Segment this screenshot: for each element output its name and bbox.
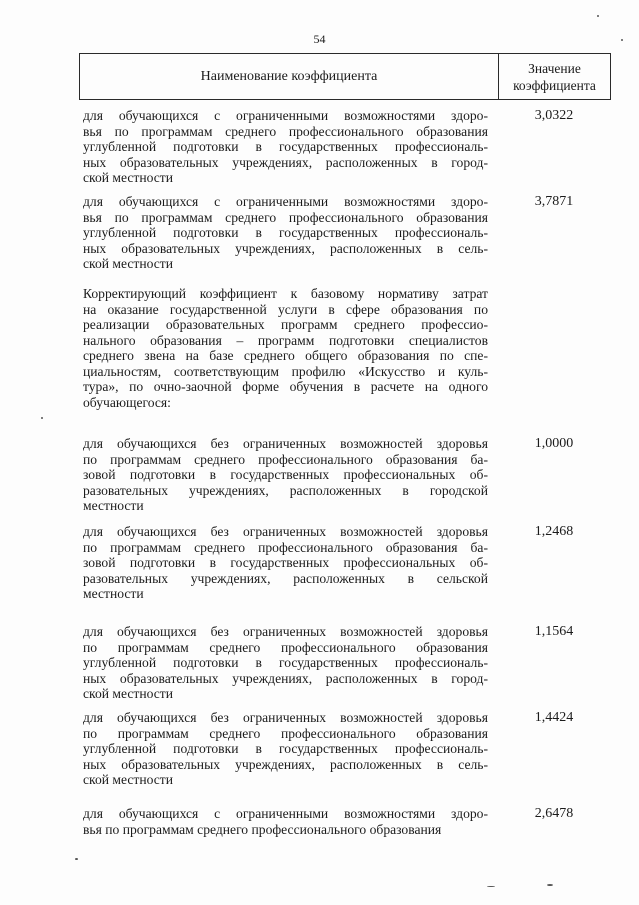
coefficient-value: 2,6478 <box>534 806 574 821</box>
coefficient-description <box>83 286 488 410</box>
coefficient-value: 3,0322 <box>534 108 574 123</box>
description-line: местности <box>83 498 144 513</box>
description-line: разовательных учреждениях, расположенных в городской <box>83 482 488 498</box>
header-name-column: Наименование коэффициента <box>80 54 499 99</box>
coefficient-value: 1,1564 <box>534 624 574 639</box>
description-line: вья по программам среднего профессионального образования <box>83 209 488 225</box>
scan-speck <box>75 858 78 860</box>
scan-speck <box>621 39 623 41</box>
description-line: для обучающихся без ограниченных возможностей здоровья <box>83 710 488 725</box>
description-line: для обучающихся с ограниченными возможностями здоро- <box>83 806 488 821</box>
scan-speck <box>547 884 553 886</box>
coefficient-description <box>83 194 488 272</box>
scan-speck <box>487 886 495 887</box>
description-line: углубленной подготовки в государственных профессиональ- <box>83 139 488 154</box>
description-line: для обучающихся без ограниченных возможностей здоровья <box>83 436 488 451</box>
description-line: по программам среднего профессионального образования <box>83 639 488 655</box>
coefficient-description <box>83 806 488 837</box>
description-line: ской местности <box>83 256 174 271</box>
description-line: ных образовательных учреждениях, расположенных в сель- <box>83 240 488 256</box>
description-line: нального образования – программ подготовки специалистов <box>83 332 488 348</box>
description-line: ных образовательных учреждениях, расположенных в сель- <box>83 756 488 772</box>
coefficient-value: 1,2468 <box>534 524 574 539</box>
table-header <box>79 53 611 100</box>
coefficient-value: 3,7871 <box>534 194 574 209</box>
description-line: для обучающихся без ограниченных возможностей здоровья <box>83 624 488 639</box>
description-line: вья по программам среднего профессионального образования <box>83 123 488 139</box>
description-line: углубленной подготовки в государственных профессиональ- <box>83 225 488 240</box>
description-line: ных образовательных учреждениях, расположенных в город- <box>83 154 488 170</box>
header-value-column <box>499 54 610 99</box>
description-line: разовательных учреждениях, расположенных в сельской <box>83 570 488 586</box>
description-line: Корректирующий коэффициент к базовому нормативу затрат <box>83 286 488 301</box>
description-line: вья по программам среднего профессионального образования <box>83 821 442 837</box>
description-line: по программам среднего профессионального образования ба- <box>83 451 488 467</box>
coefficient-description <box>83 710 488 788</box>
coefficient-description <box>83 108 488 186</box>
coefficient-description <box>83 436 488 514</box>
description-line: реализации образовательных программ среднего профессио- <box>83 317 488 332</box>
coefficient-description <box>83 524 488 602</box>
description-line: для обучающихся с ограниченными возможностями здоро- <box>83 108 488 123</box>
description-line: углубленной подготовки в государственных профессиональ- <box>83 741 488 756</box>
description-line: для обучающихся с ограниченными возможностями здоро- <box>83 194 488 209</box>
description-line: тура», по очно-заочной форме обучения в расчете на одного <box>83 379 488 394</box>
description-line: ской местности <box>83 170 174 185</box>
description-line: зовой подготовки в государственных профессиональных об- <box>83 467 488 482</box>
header-value-line1: Значение <box>528 60 581 76</box>
page-number: 54 <box>313 32 326 46</box>
description-line: углубленной подготовки в государственных профессиональ- <box>83 655 488 670</box>
description-line: зовой подготовки в государственных профессиональных об- <box>83 555 488 570</box>
description-line: циальностям, соответствующим профилю «Искусство и куль- <box>83 363 488 379</box>
description-line: ской местности <box>83 686 174 701</box>
description-line: ных образовательных учреждениях, расположенных в город- <box>83 670 488 686</box>
description-line: для обучающихся без ограниченных возможностей здоровья <box>83 524 488 539</box>
description-line: среднего звена на базе среднего общего образования по спе- <box>83 348 488 363</box>
description-line: обучающегося: <box>83 394 171 410</box>
description-line: местности <box>83 586 144 601</box>
header-value-line2: коэффициента <box>513 77 596 93</box>
description-line: на оказание государственной услуги в сфере образования по <box>83 301 488 317</box>
scan-speck <box>41 417 43 419</box>
coefficient-value: 1,4424 <box>534 710 574 725</box>
description-line: по программам среднего профессионального образования ба- <box>83 539 488 555</box>
coefficient-description <box>83 624 488 702</box>
description-line: ской местности <box>83 772 174 787</box>
description-line: по программам среднего профессионального образования <box>83 725 488 741</box>
scan-speck <box>597 15 599 17</box>
coefficient-value: 1,0000 <box>534 436 574 451</box>
